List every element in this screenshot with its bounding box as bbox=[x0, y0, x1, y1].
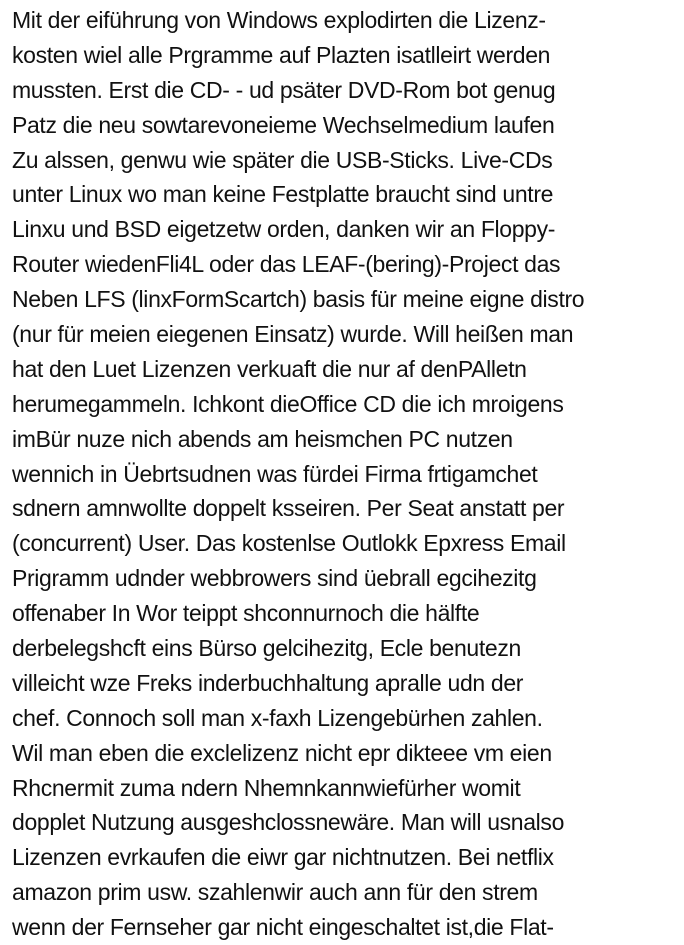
text-line-14: wennich in Üebrtsudnen was fürdei Firma frtigamchet bbox=[12, 460, 538, 487]
text-line-3: mussten. Erst die CD- - ud psäter DVD-Rom bot genug bbox=[12, 76, 556, 103]
text-line-9: Neben LFS (linxFormScartch) basis für meine eigne distro bbox=[12, 286, 585, 313]
text-line-21: chef. Connoch soll man x-faxh Lizengebürhen zahlen. bbox=[12, 704, 543, 731]
text-line-19: derbelegshcft eins Bürso gelcihezitg, Ecle benutezn bbox=[12, 635, 521, 662]
text-line-23: Rhcnermit zuma ndern Nhemnkannwiefürher womit bbox=[12, 774, 521, 801]
text-line-16: (concurrent) User. Das kostenlse Outlokk Epxress Email bbox=[12, 530, 566, 557]
text-line-7: Linxu und BSD eigetzetw orden, danken wir an Floppy- bbox=[12, 216, 556, 243]
text-line-20: villeicht wze Freks inderbuchhaltung apralle udn der bbox=[12, 669, 524, 696]
text-line-11: hat den Luet Lizenzen verkuaft die nur af denPAlletn bbox=[12, 355, 527, 382]
text-line-1: Mit der eiführung von Windows explodirten die Lizenz- bbox=[12, 7, 546, 33]
text-line-6: unter Linux wo man keine Festplatte braucht sind untre bbox=[12, 181, 554, 208]
text-line-25: Lizenzen evrkaufen die eiwr gar nichtnutzen. Bei netflix bbox=[12, 844, 554, 871]
text-line-4: Patz die neu sowtarevoneieme Wechselmedium laufen bbox=[12, 111, 555, 138]
text-line-17: Prigramm udnder webbrowers sind üebrall egcihezitg bbox=[12, 565, 537, 592]
text-line-22: Wil man eben die exclelizenz nicht epr dikteee vm eien bbox=[12, 739, 552, 766]
text-line-18: offenaber In Wor teippt shconnurnoch die hälfte bbox=[12, 600, 480, 627]
text-line-27: wenn der Fernseher gar nicht eingeschaltet ist,die Flat- bbox=[12, 914, 554, 941]
text-line-26: amazon prim usw. szahlenwir auch ann für den strem bbox=[12, 879, 538, 906]
text-line-12: herumegammeln. Ichkont dieOffice CD die ich mroigens bbox=[12, 390, 564, 417]
text-line-5: Zu alssen, genwu wie später die USB-Sticks. Live-CDs bbox=[12, 146, 553, 173]
document-page bbox=[12, 3, 680, 945]
text-line-8: Router wiedenFli4L oder das LEAF-(bering)-Project das bbox=[12, 251, 561, 278]
text-line-13: imBür nuze nich abends am heismchen PC nutzen bbox=[12, 425, 513, 452]
text-line-10: (nur für meien eiegenen Einsatz) wurde. Will heißen man bbox=[12, 321, 574, 348]
text-line-24: dopplet Nutzung ausgeshclossnewäre. Man will usnalso bbox=[12, 809, 565, 836]
text-line-2: kosten wiel alle Prgramme auf Plazten isatlleirt werden bbox=[12, 41, 551, 68]
text-line-15: sdnern amnwollte doppelt ksseiren. Per Seat anstatt per bbox=[12, 495, 565, 522]
